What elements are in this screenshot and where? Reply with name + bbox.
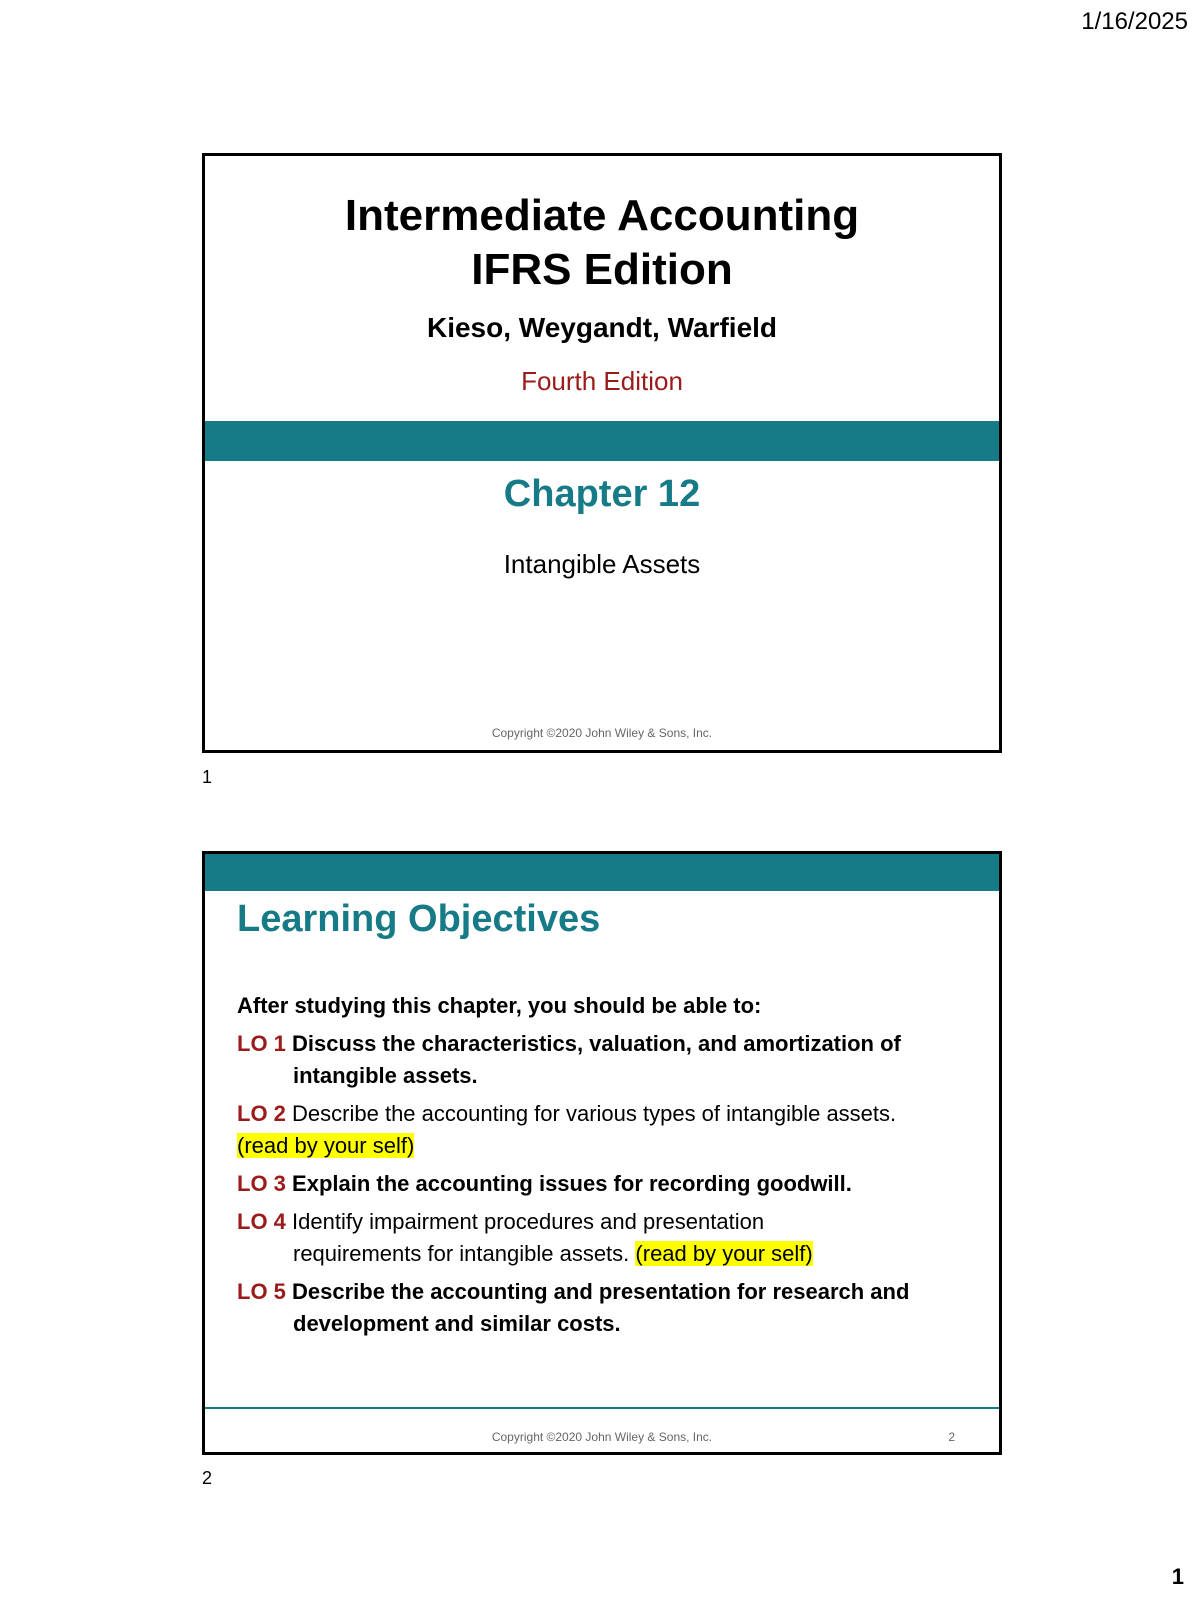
print-page-number: 1 [1171, 1564, 1184, 1589]
footer-divider [205, 1407, 999, 1409]
objective-lo-3 [237, 1168, 959, 1200]
slide-1-number: 1 [202, 767, 213, 787]
objective-lo-1 [237, 1028, 959, 1092]
slide-2-copyright: Copyright ©2020 John Wiley & Sons, Inc. [491, 1430, 713, 1444]
objective-text-cont: development and similar costs. [293, 1311, 621, 1336]
edition: Fourth Edition [521, 366, 683, 396]
print-date: 1/16/2025 [1081, 8, 1188, 35]
book-title [205, 189, 999, 297]
chapter-title: Chapter 12 [503, 473, 701, 515]
objective-text: Identify impairment procedures and presentation [292, 1209, 765, 1234]
slide-1-copyright: Copyright ©2020 John Wiley & Sons, Inc. [491, 726, 713, 740]
slide-2-number: 2 [202, 1468, 213, 1488]
slide-1-title [202, 153, 1002, 753]
slide-1-divider-bar [205, 421, 999, 461]
book-title-line-2: IFRS Edition [471, 245, 733, 294]
objective-lo-4 [237, 1206, 959, 1270]
objective-text-cont: intangible assets. [293, 1063, 478, 1088]
objective-code: LO 4 [237, 1209, 286, 1234]
read-by-yourself-note: (read by your self) [635, 1241, 813, 1266]
objective-text-cont-line: requirements for intangible assets. [293, 1241, 630, 1266]
objective-text: Describe the accounting and presentation for research and [292, 1279, 910, 1304]
objective-code: LO 3 [237, 1171, 286, 1196]
objective-text: Discuss the characteristics, valuation, and amortization of [292, 1031, 901, 1056]
objective-lo-5 [237, 1276, 959, 1340]
objective-lo-2 [237, 1098, 959, 1162]
objective-text: Describe the accounting for various types of intangible assets. [292, 1101, 897, 1126]
chapter-subtitle: Intangible Assets [503, 549, 701, 579]
slide-2-header-bar [205, 854, 999, 891]
slide-2-page-number: 2 [948, 1430, 955, 1444]
objective-code: LO 5 [237, 1279, 286, 1304]
objectives-body [237, 990, 959, 1346]
read-by-yourself-note: (read by your self) [237, 1133, 415, 1158]
slide-heading: Learning Objectives [237, 898, 601, 940]
objective-text: Explain the accounting issues for recording goodwill. [292, 1171, 852, 1196]
objective-code: LO 1 [237, 1031, 286, 1056]
objectives-intro: After studying this chapter, you should be able to: [237, 993, 762, 1018]
slide-2-learning-objectives [202, 851, 1002, 1455]
book-title-line-1: Intermediate Accounting [344, 191, 860, 240]
objective-code: LO 2 [237, 1101, 286, 1126]
objective-text-cont [237, 1238, 959, 1270]
authors: Kieso, Weygandt, Warfield [426, 312, 778, 343]
